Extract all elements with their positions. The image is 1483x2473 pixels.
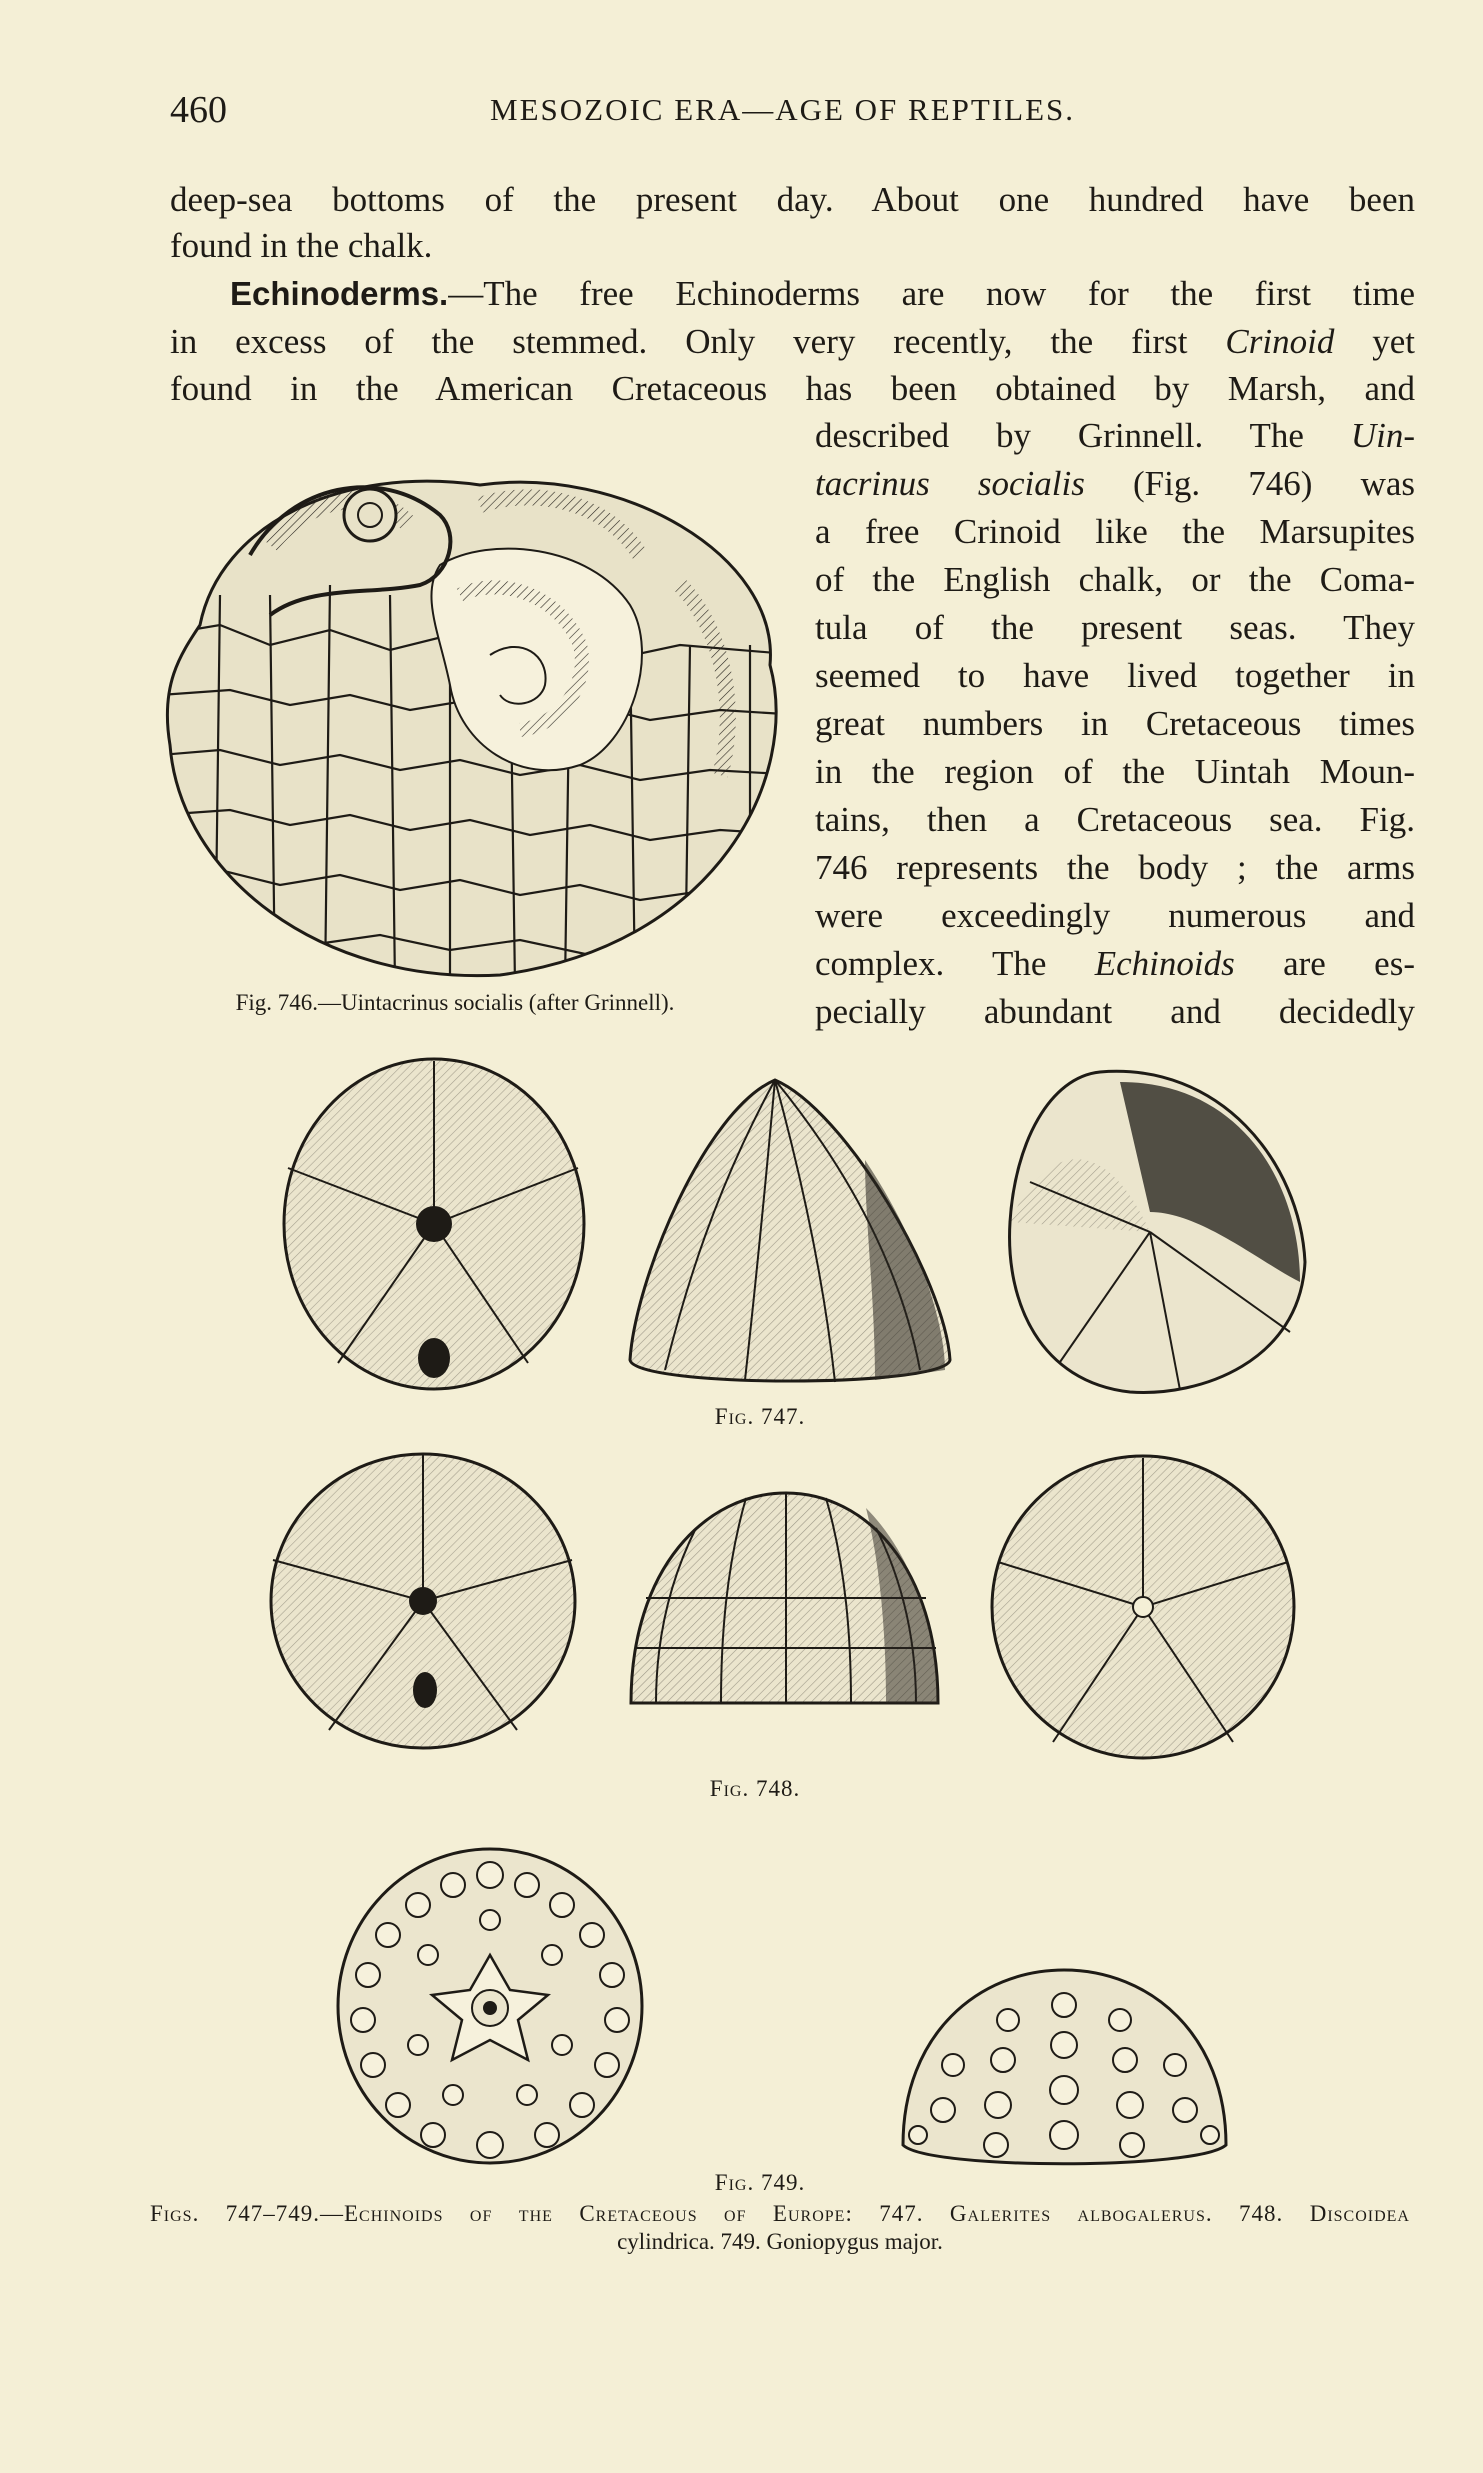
combined-caption xyxy=(150,2200,1410,2256)
text-run: —The free Echinoderms are now for the first time xyxy=(448,274,1415,313)
text-run: yet xyxy=(1372,322,1416,361)
text-line xyxy=(815,942,1415,986)
text-line: 746 represents the body ; the arms xyxy=(815,848,1415,887)
galerites-oral-view xyxy=(1000,1062,1310,1402)
text-run: (Fig. 746) was xyxy=(1133,464,1415,503)
italic-term: Uin- xyxy=(1350,416,1415,455)
text-line xyxy=(230,272,1415,316)
text-line: a free Crinoid like the Marsupites xyxy=(815,512,1415,551)
galerites-top-view xyxy=(278,1053,590,1395)
text-line xyxy=(815,414,1415,458)
running-head: MESOZOIC ERA—AGE OF REPTILES. xyxy=(490,92,1076,127)
section-heading: Echinoderms. xyxy=(230,275,449,312)
text-line: tula of the present seas. They xyxy=(815,608,1415,647)
goniopygus-side-view xyxy=(898,1965,1230,2175)
text-run: complex. The xyxy=(815,944,1047,983)
text-line: found in the chalk. xyxy=(170,226,433,265)
goniopygus-top-view xyxy=(333,1845,647,2167)
page-number: 460 xyxy=(170,89,227,131)
text-line: pecially abundant and decidedly xyxy=(815,992,1415,1031)
discoidea-oral-view xyxy=(988,1452,1298,1762)
italic-term: Crinoid xyxy=(1225,322,1335,361)
text-line: in the region of the Uintah Moun- xyxy=(815,752,1415,791)
uintacrinus-illustration xyxy=(160,445,800,985)
caption-line: Figs. 747–749.—Echinoids of the Cretaceous of Europe: 747. Galerites albogalerus. 748. Discoidea xyxy=(150,2201,1410,2226)
page-header xyxy=(170,88,1415,138)
text-line: of the English chalk, or the Coma- xyxy=(815,560,1415,599)
discoidea-side-view xyxy=(626,1488,942,1708)
text-line: found in the American Cretaceous has been obtained by Marsh, and xyxy=(170,369,1415,408)
text-line: tains, then a Cretaceous sea. Fig. xyxy=(815,800,1415,839)
figure-caption: Fig. 746.—Uintacrinus socialis (after Grinnell). xyxy=(235,990,675,1015)
text-run: described by Grinnell. The xyxy=(815,416,1304,455)
italic-term: tacrinus socialis xyxy=(815,464,1085,503)
figure-caption: Fig. 749. xyxy=(714,2170,806,2195)
figure-caption: Fig. 747. xyxy=(714,1404,806,1429)
discoidea-top-view xyxy=(267,1450,579,1752)
text-line: were exceedingly numerous and xyxy=(815,896,1415,935)
text-run: are es- xyxy=(1283,944,1415,983)
text-line: seemed to have lived together in xyxy=(815,656,1415,695)
text-line xyxy=(170,320,1415,364)
text-line: great numbers in Cretaceous times xyxy=(815,704,1415,743)
text-line: deep-sea bottoms of the present day. About one hundred have been xyxy=(170,180,1415,219)
figure-caption: Fig. 748. xyxy=(709,1776,801,1801)
text-line xyxy=(815,462,1415,506)
galerites-side-view xyxy=(625,1070,955,1392)
text-run: in excess of the stemmed. Only very recently, the first xyxy=(170,322,1188,361)
italic-term: Echinoids xyxy=(1094,944,1235,983)
caption-line: cylindrica. 749. Goniopygus major. xyxy=(617,2229,943,2254)
